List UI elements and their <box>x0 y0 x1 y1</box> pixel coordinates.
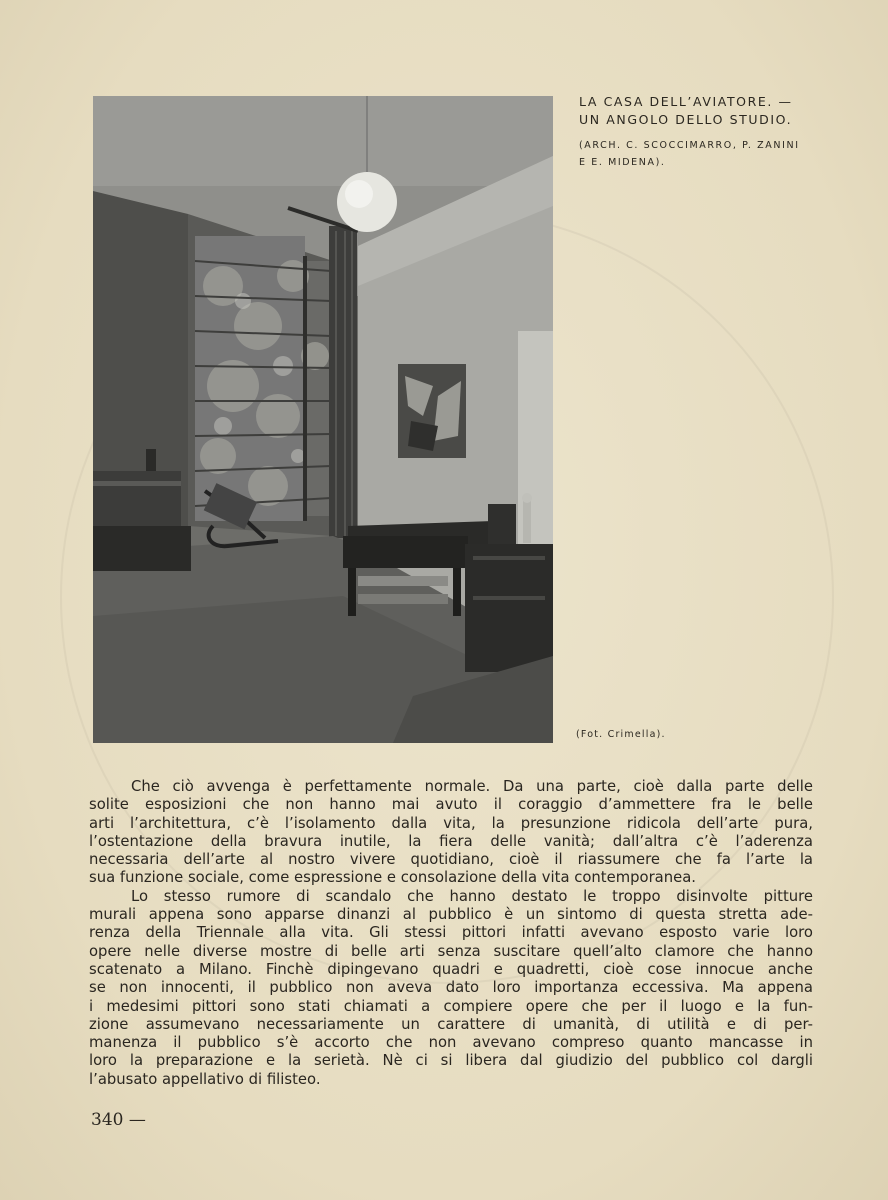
body-line: i medesimi pittori sono stati chiamati a compiere opere che per il luogo e la fun- <box>89 997 813 1015</box>
photo-credit: (Fot. Crimella). <box>576 729 666 740</box>
body-line: Che ciò avvenga è perfettamente normale. Da una parte, cioè dalla parte delle <box>131 778 813 795</box>
page-number: 340 — <box>91 1110 146 1130</box>
body-line: zione assumevano necessariamente un carattere di umanità, di utilità e di per- <box>89 1015 813 1033</box>
photo-illustration <box>93 96 553 743</box>
caption-credits-line-2: E E. MIDENA). <box>579 157 666 168</box>
article-body <box>89 778 813 1089</box>
caption-title-line-1: LA CASA DELL’AVIATORE. — <box>579 94 793 109</box>
body-line: l’ostentazione della bravura inutile, la fiera delle vanità; dall’altra c’è l’aderenza <box>89 832 813 850</box>
body-line: Lo stesso rumore di scandalo che hanno destato le troppo disinvolte pitture <box>131 887 813 905</box>
body-line: scatenato a Milano. Finchè dipingevano quadri e quadretti, cioè cose innocue anche <box>89 960 813 978</box>
body-line: murali appena sono apparse dinanzi al pubblico è un sintomo di questa stretta ade- <box>89 906 813 924</box>
body-line: loro la preparazione e la serietà. Nè ci si libera dal giudizio del pubblico col dargli <box>89 1052 813 1070</box>
caption-title-line-2: UN ANGOLO DELLO STUDIO. <box>579 112 793 127</box>
caption-credits-line-1: (ARCH. C. SCOCCIMARRO, P. ZANINI <box>579 140 800 151</box>
body-line: necessaria dell’arte al nostro vivere quotidiano, cioè il riassumere che fa l’arte la <box>89 851 813 869</box>
body-line: manenza il pubblico s’è accorto che non avevano compreso quanto mancasse in <box>89 1034 813 1052</box>
interior-photograph <box>93 96 553 743</box>
photo-caption <box>579 93 819 171</box>
body-line: renza della Triennale alla vita. Gli stessi pittori infatti avevano esposto varie loro <box>89 924 813 942</box>
body-line: arti l’architettura, c’è l’isolamento dalla vita, la presunzione ridicola dell’arte pura, <box>89 814 813 832</box>
body-line: opere nelle diverse mostre di belle arti senza suscitare quell’alto clamore che hanno <box>89 942 813 960</box>
caption-credits <box>579 137 819 171</box>
body-line: se non innocenti, il pubblico non aveva dato loro importanza eccessiva. Ma appena <box>89 979 813 997</box>
body-line: l’abusato appellativo di filisteo. <box>89 1070 321 1088</box>
body-line: solite esposizioni che non hanno mai avuto il coraggio d’ammettere fra le belle <box>89 796 813 814</box>
body-line: sua funzione sociale, come espressione e consolazione della vita contemporanea. <box>89 869 696 887</box>
